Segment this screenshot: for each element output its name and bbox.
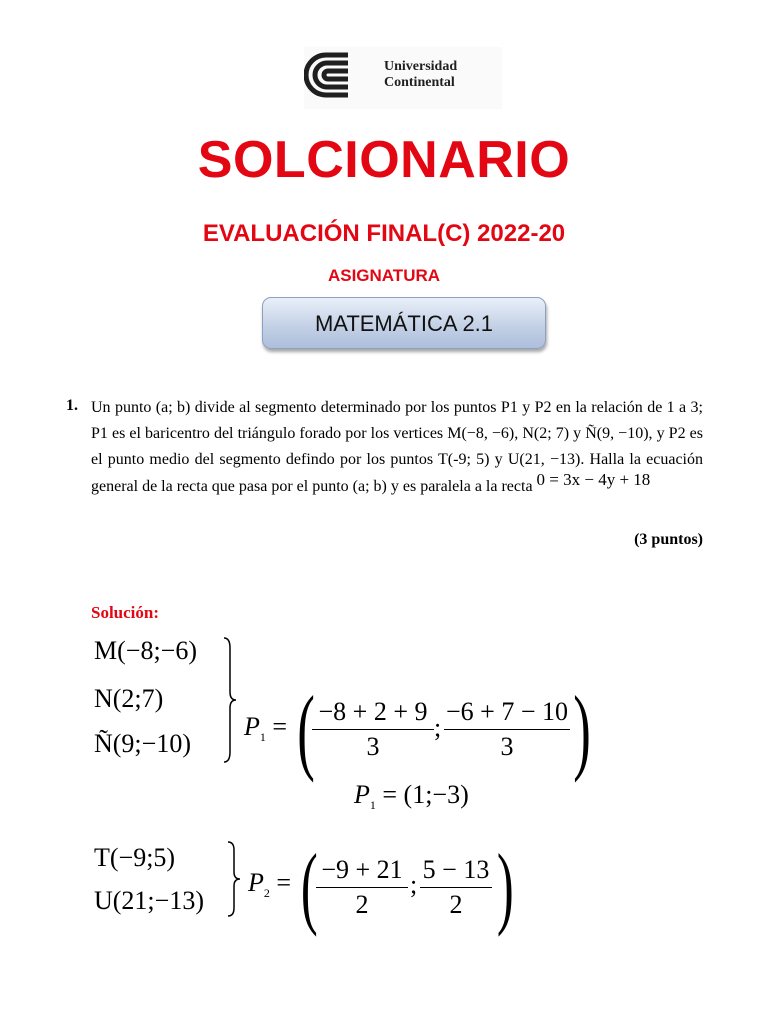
- p1-sub: 1: [259, 730, 266, 745]
- p1-num-x: −8 + 2 + 9: [318, 697, 428, 726]
- p2-num-y: 5 − 13: [422, 855, 490, 884]
- paren-open: (: [300, 835, 318, 937]
- semicolon: ;: [410, 870, 418, 899]
- p1-sub: 1: [369, 798, 376, 813]
- logo-text: [384, 59, 457, 91]
- line-equation: 0 = 3x − 4y + 18: [536, 470, 651, 489]
- p1-num-y: −6 + 7 − 10: [446, 697, 568, 726]
- question-number: 1.: [66, 397, 78, 414]
- p1-letter: P: [244, 712, 260, 741]
- p1-value: = (1;−3): [382, 780, 469, 809]
- p2-letter: P: [248, 868, 264, 897]
- continental-logo-icon: [304, 51, 374, 99]
- point-t: T(−9;5): [94, 843, 176, 872]
- p1-lhs: $P_1$ =: [244, 712, 288, 745]
- p1-letter: P: [354, 780, 370, 809]
- paren-open: (: [297, 676, 315, 783]
- exam-title: EVALUACIÓN FINAL(C) 2022-20: [202, 220, 566, 247]
- brace-icon: [222, 636, 238, 764]
- p2-fraction-x: [316, 855, 408, 920]
- point-n: N(2;7): [94, 684, 164, 713]
- logo-line1: Universidad: [384, 59, 458, 74]
- brace-icon: [226, 840, 242, 918]
- point-u: U(21;−13): [94, 886, 204, 915]
- p2-den-x: 2: [355, 890, 369, 919]
- p1-fraction-x: [312, 697, 434, 762]
- solution-label: Solución:: [91, 603, 160, 622]
- university-logo: [304, 47, 502, 109]
- p1-den-y: 3: [500, 732, 514, 761]
- subject-label: ASIGNATURA: [327, 266, 441, 285]
- p1-result: [354, 780, 469, 813]
- p2-fraction-y: [420, 855, 492, 920]
- p2-den-y: 2: [449, 890, 463, 919]
- question-points: (3 puntos): [634, 531, 703, 548]
- p2-lhs: $P_2$ =: [248, 868, 292, 901]
- p2-sub: 2: [263, 886, 270, 901]
- p1-den-x: 3: [366, 732, 380, 761]
- paren-close: ): [496, 835, 514, 937]
- point-m: M(−8;−6): [94, 636, 197, 665]
- subject-box: [262, 297, 546, 349]
- paren-close: ): [573, 676, 591, 783]
- point-n-tilde: Ñ(9;−10): [94, 729, 191, 758]
- document-title: SOLCIONARIO: [197, 131, 571, 189]
- semicolon: ;: [434, 713, 442, 742]
- question-text: Un punto (a; b) divide al segmento determinado por los puntos P1 y P2 en la relación de 1 a 3; P1 es el baricentro del triángulo forado por los vertices M(−8, −6), N(2; 7) y Ñ(9, −10), y P2 es el punto medio del segmento defindo por los puntos T(-9; 5) y U(21, −13). Halla la ecuación general de la recta que pasa por el punto (a; b) y es paralela a la recta: [91, 399, 703, 495]
- p1-fraction-y: [444, 697, 570, 762]
- logo-line2: Continental: [384, 75, 455, 90]
- question-text-block: [91, 395, 703, 500]
- subject-name: MATEMÁTICA 2.1: [314, 311, 494, 336]
- p2-num-x: −9 + 21: [321, 855, 403, 884]
